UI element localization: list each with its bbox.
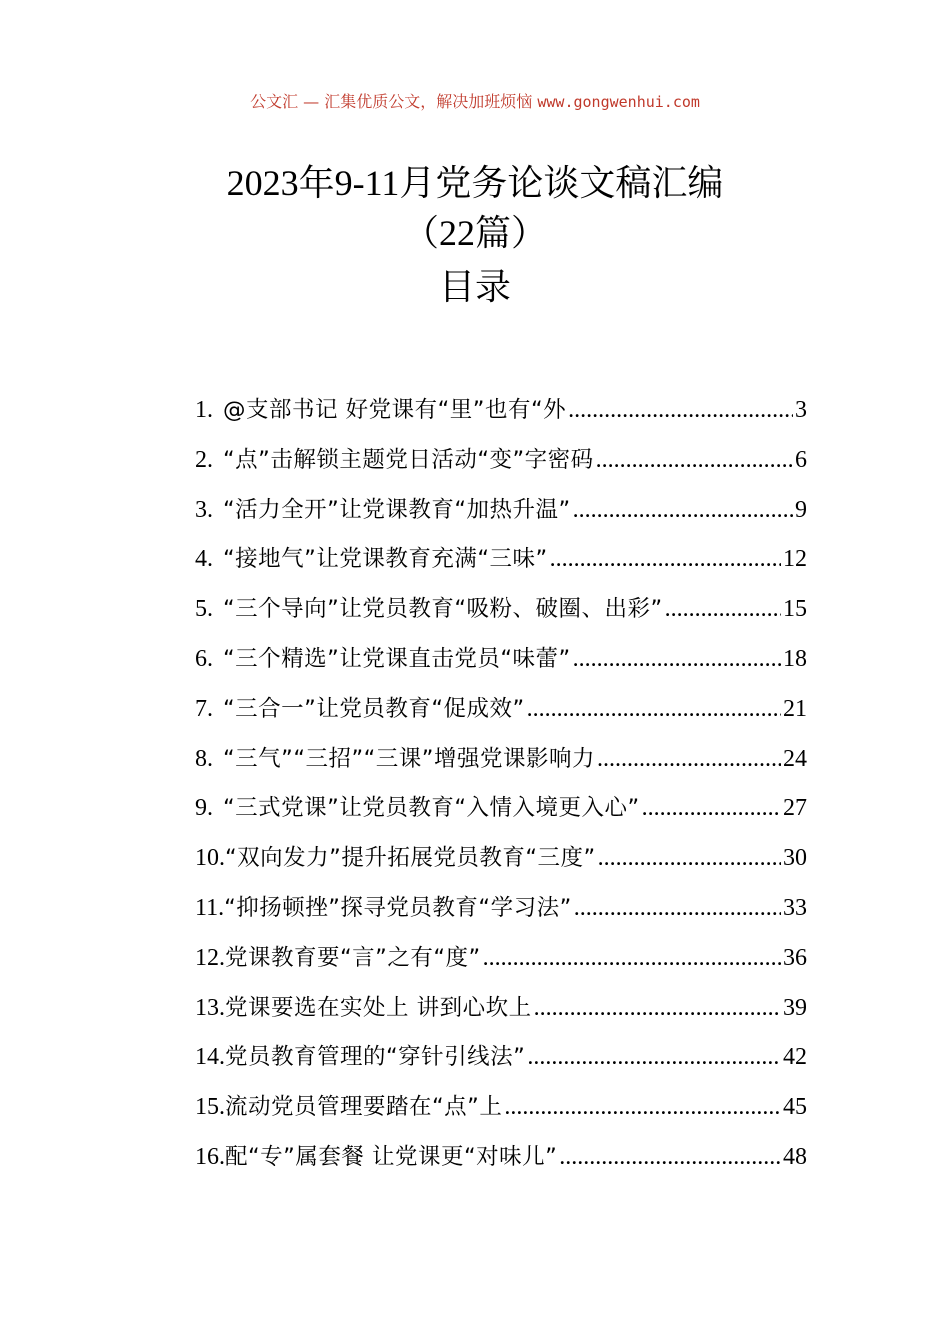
header-banner	[0, 89, 950, 112]
toc-item-title: “三式党课”让党员教育“入情入境更入心”	[223, 795, 640, 822]
toc-item-page: 15	[783, 596, 807, 623]
toc-item-leader	[483, 938, 781, 978]
toc-heading: 目录	[438, 267, 511, 308]
toc-item-number: 7.	[195, 695, 213, 722]
toc-item[interactable]	[195, 490, 807, 540]
toc-item-page: 21	[783, 695, 807, 722]
toc-item-page: 48	[783, 1143, 807, 1170]
toc-item-title: “活力全开”让党课教育“加热升温”	[223, 496, 571, 523]
toc-item[interactable]	[195, 440, 807, 490]
toc-item-number: 13.	[195, 994, 225, 1021]
document-title: 2023年9-11月党务论谈文稿汇编	[226, 163, 724, 203]
toc-item-page: 3	[795, 397, 807, 423]
toc-item-number: 2.	[195, 446, 213, 473]
toc-item-leader	[573, 639, 781, 679]
toc-item[interactable]	[195, 788, 807, 838]
toc-item[interactable]	[195, 938, 807, 988]
toc-item-title: “三合一”让党员教育“促成效”	[223, 695, 525, 722]
toc-item-leader	[504, 1087, 781, 1127]
toc-item-title: “抑扬顿挫”探寻党员教育“学习法”	[224, 894, 572, 921]
toc-item-number: 1.	[195, 397, 213, 423]
toc-item-page: 9	[795, 496, 807, 523]
toc-item-number: 6.	[195, 645, 213, 672]
toc-item-leader	[527, 1037, 781, 1077]
toc-item-leader	[598, 838, 781, 878]
toc-item-page: 12	[783, 546, 807, 573]
toc-item-leader	[596, 440, 793, 480]
toc-item[interactable]	[195, 988, 807, 1038]
toc-item[interactable]	[195, 838, 807, 888]
toc-item-title: @支部书记 好党课有“里”也有“外	[223, 397, 567, 423]
toc-item[interactable]	[195, 639, 807, 689]
toc-item-title: 党课教育要“言”之有“度”	[225, 944, 481, 971]
toc-item-number: 16.	[195, 1143, 225, 1170]
toc-item[interactable]	[195, 689, 807, 739]
toc-item-leader	[573, 490, 793, 530]
toc-item-title: “三个精选”让党课直击党员“味蕾”	[223, 645, 571, 672]
toc-item-leader	[527, 689, 781, 729]
toc-item-page: 27	[783, 795, 807, 822]
toc-item-leader	[559, 1137, 781, 1177]
toc-item-page: 18	[783, 645, 807, 672]
toc-item-page: 39	[783, 994, 807, 1021]
toc-item-title: “三个导向”让党员教育“吸粉、破圈、出彩”	[223, 596, 663, 623]
toc-item[interactable]	[195, 1037, 807, 1087]
toc-item[interactable]	[195, 739, 807, 789]
toc-item[interactable]	[195, 1087, 807, 1137]
toc-item-page: 45	[783, 1094, 807, 1121]
toc-item-number: 12.	[195, 944, 225, 971]
toc-item-title: 党课要选在实处上 讲到心坎上	[225, 994, 532, 1021]
toc-item-number: 11.	[195, 894, 225, 921]
header-banner-text: 公文汇 — 汇集优质公文，解决加班烦恼	[250, 92, 533, 111]
toc-item[interactable]	[195, 390, 807, 440]
toc-item-number: 3.	[195, 496, 213, 523]
toc-item-title: 流动党员管理要踏在“点”上	[225, 1094, 503, 1121]
toc-item-number: 9.	[195, 795, 213, 822]
toc-item-number: 14.	[195, 1044, 225, 1071]
header-banner-url[interactable]: www.gongwenhui.com	[537, 93, 700, 111]
toc-item-title: “三气”“三招”“三课”增强党课影响力	[223, 745, 595, 772]
toc-item-number: 4.	[195, 546, 213, 573]
toc-item-page: 6	[795, 446, 807, 473]
toc-item-leader	[574, 888, 781, 928]
toc-item[interactable]	[195, 539, 807, 589]
toc-item-leader	[597, 739, 781, 779]
toc-item-page: 30	[783, 845, 807, 872]
toc-item-title: 配“专”属套餐 让党课更“对味儿”	[225, 1143, 558, 1170]
toc-item-number: 8.	[195, 745, 213, 772]
table-of-contents	[195, 390, 807, 1187]
toc-item-page: 42	[783, 1044, 807, 1071]
toc-item-page: 36	[783, 944, 807, 971]
toc-item[interactable]	[195, 888, 807, 938]
toc-item-title: “点”击解锁主题党日活动“变”字密码	[223, 446, 594, 473]
toc-item-leader	[550, 539, 781, 579]
toc-item-title: 党员教育管理的“穿针引线法”	[225, 1044, 526, 1071]
toc-item-leader	[568, 390, 793, 430]
toc-item-number: 5.	[195, 596, 213, 623]
toc-item-number: 10.	[195, 845, 225, 872]
toc-item-leader	[665, 589, 781, 629]
toc-item-title: “双向发力”提升拓展党员教育“三度”	[225, 845, 596, 872]
title-block	[0, 158, 950, 316]
toc-item-leader	[642, 788, 781, 828]
toc-item[interactable]	[195, 589, 807, 639]
toc-item-page: 33	[783, 894, 807, 921]
toc-item-title: “接地气”让党课教育充满“三味”	[223, 546, 548, 573]
toc-item-number: 15.	[195, 1094, 225, 1121]
document-subtitle: （22篇）	[402, 213, 547, 253]
toc-item-leader	[534, 988, 781, 1028]
toc-item[interactable]	[195, 1137, 807, 1187]
toc-item-page: 24	[783, 745, 807, 772]
